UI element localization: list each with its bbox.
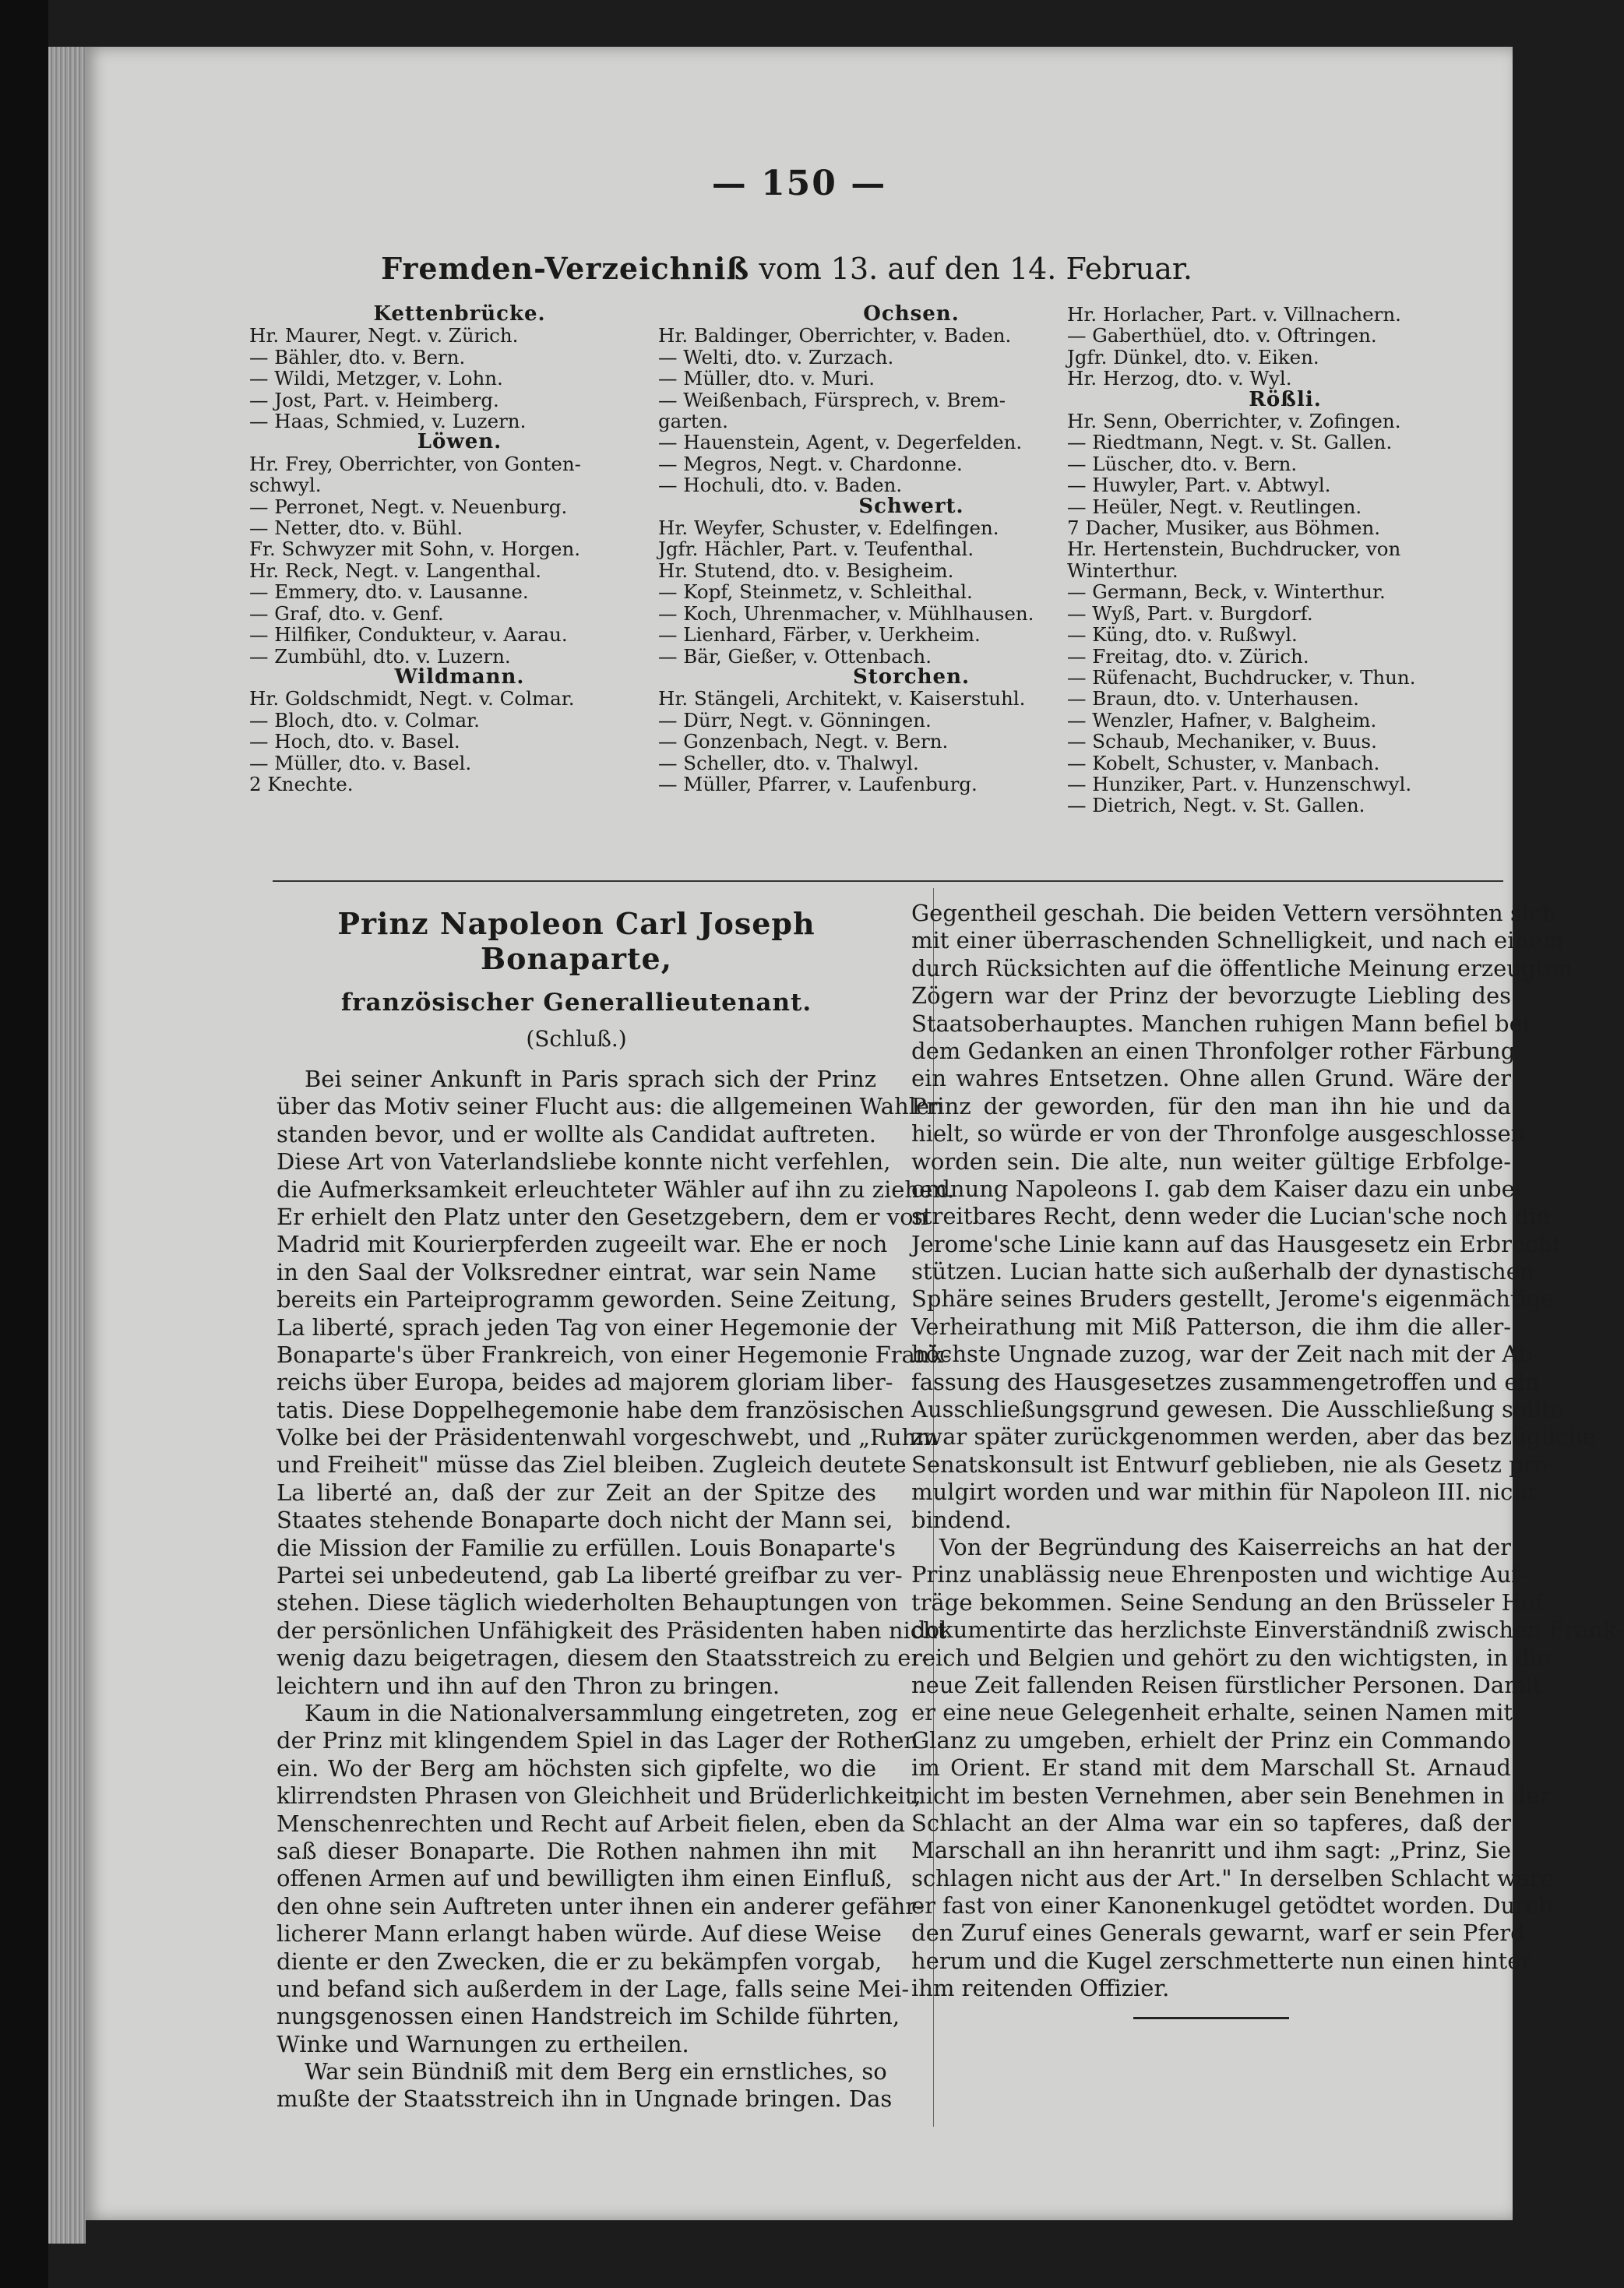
guest-entry: — Küng, dto. v. Rußwyl. bbox=[1067, 623, 1298, 647]
guest-entry: — Schaub, Mechaniker, v. Buus. bbox=[1067, 730, 1377, 753]
section-divider bbox=[273, 880, 1503, 882]
text-line: Bei seiner Ankunft in Paris sprach sich der Prinz bbox=[305, 1066, 876, 1092]
text-line: Menschenrechten und Recht auf Arbeit fielen, eben da bbox=[277, 1810, 906, 1837]
guest-entry: — Lüscher, dto. v. Bern. bbox=[1067, 452, 1298, 475]
text-line: nungsgenossen einen Handstreich im Schilde führten, bbox=[277, 2003, 900, 2030]
text-line: tatis. Diese Doppelhegemonie habe dem französischen bbox=[277, 1396, 904, 1423]
text-line: offenen Armen auf und bewilligten ihm einen Einfluß, bbox=[277, 1865, 893, 1892]
text-line: Sphäre seines Bruders gestellt, Jerome's eigenmächtige bbox=[911, 1285, 1555, 1313]
text-line: stützen. Lucian hatte sich außerhalb der dynastischen bbox=[911, 1258, 1534, 1285]
guest-entry: — Heüler, Negt. v. Reutlingen. bbox=[1067, 495, 1362, 518]
guest-entry: — Gaberthüel, dto. v. Oftringen. bbox=[1067, 324, 1377, 347]
text-line: reichs über Europa, beides ad majorem gloriam liber- bbox=[277, 1369, 893, 1396]
text-line: Er erhielt den Platz unter den Gesetzgebern, dem er von bbox=[277, 1203, 928, 1230]
text-line: er eine neue Gelegenheit erhalte, seinen Namen mit bbox=[911, 1699, 1513, 1726]
text-line: über das Motiv seiner Flucht aus: die allgemeinen Wahlen bbox=[277, 1093, 944, 1120]
text-line: leichtern und ihn auf den Thron zu bringen. bbox=[277, 1672, 780, 1699]
text-line: Staates stehende Bonaparte doch nicht der Mann sei, bbox=[277, 1507, 893, 1534]
guest-entry: — Weißenbach, Fürsprech, v. Brem- bbox=[658, 388, 1006, 411]
guest-entry: — Freitag, dto. v. Zürich. bbox=[1067, 644, 1309, 668]
registry-title bbox=[241, 251, 1332, 286]
text-line: dokumentirte das herzlichste Einverständniß zwischen Frank- bbox=[911, 1616, 1624, 1644]
guest-entry: — Graf, dto. v. Genf. bbox=[249, 601, 444, 625]
guest-entry: — Wyß, Part. v. Burgdorf. bbox=[1067, 601, 1313, 625]
text-line: La liberté an, daß der zur Zeit an der Spitze des bbox=[277, 1479, 876, 1506]
guest-entry: Hr. Frey, Oberrichter, von Gonten- bbox=[249, 452, 581, 475]
text-line: wenig dazu beigetragen, diesem den Staatsstreich zu er- bbox=[277, 1645, 930, 1672]
scan-background bbox=[0, 0, 48, 2288]
guest-entry: — Dietrich, Negt. v. St. Gallen. bbox=[1067, 794, 1365, 817]
guest-entry: — Bähler, dto. v. Bern. bbox=[249, 345, 466, 368]
guest-entry: — Megros, Negt. v. Chardonne. bbox=[658, 452, 963, 475]
guest-entry: Hr. Senn, Oberrichter, v. Zofingen. bbox=[1067, 410, 1401, 433]
guest-entry: — Braun, dto. v. Unterhausen. bbox=[1067, 687, 1359, 710]
article-column-left bbox=[277, 900, 955, 2113]
registry-title-date: vom 13. auf den 14. Februar. bbox=[759, 252, 1192, 286]
article-note: (Schluß.) bbox=[526, 1026, 627, 1052]
text-line: La liberté, sprach jeden Tag von einer Hegemonie der bbox=[277, 1313, 897, 1341]
text-line: bindend. bbox=[911, 1506, 1012, 1533]
text-line: und befand sich außerdem in der Lage, falls seine Mei- bbox=[277, 1975, 910, 2002]
text-line: streitbares Recht, denn weder die Lucian'sche noch die bbox=[911, 1203, 1550, 1230]
text-line: Senatskonsult ist Entwurf geblieben, nie als Gesetz pro- bbox=[911, 1451, 1555, 1478]
guest-entry: Hr. Hertenstein, Buchdrucker, von bbox=[1067, 538, 1401, 561]
text-line: Volke bei der Präsidentenwahl vorgeschwebt, und „Ruhm bbox=[277, 1424, 938, 1451]
guest-entry: Hr. Herzog, dto. v. Wyl. bbox=[1067, 367, 1292, 390]
text-line: und Freiheit" müsse das Ziel bleiben. Zugleich deutete bbox=[277, 1451, 907, 1479]
guest-entry: — Zumbühl, dto. v. Luzern. bbox=[249, 644, 511, 668]
registry-title-main: Fremden-Verzeichniß bbox=[381, 251, 750, 286]
article-right-text bbox=[911, 900, 1624, 2003]
guest-entry: — Emmery, dto. v. Lausanne. bbox=[249, 580, 529, 604]
text-line: Winke und Warnungen zu ertheilen. bbox=[277, 2030, 689, 2057]
guest-entry: — Hoch, dto. v. Basel. bbox=[249, 730, 460, 753]
text-line: durch Rücksichten auf die öffentliche Meinung erzeugten bbox=[911, 954, 1573, 982]
guest-entry: — Haas, Schmied, v. Luzern. bbox=[249, 410, 527, 433]
text-line: fassung des Hausgesetzes zusammengetroffen und ein bbox=[911, 1368, 1540, 1395]
text-line: in den Saal der Volksredner eintrat, war sein Name bbox=[277, 1258, 876, 1285]
hotel-heading: Schwert. bbox=[858, 494, 964, 518]
guest-entry: — Gonzenbach, Negt. v. Bern. bbox=[658, 730, 949, 753]
guest-entry: Hr. Horlacher, Part. v. Villnachern. bbox=[1067, 303, 1401, 326]
guest-entry: 7 Dacher, Musiker, aus Böhmen. bbox=[1067, 516, 1381, 540]
guest-entry: Hr. Stutend, dto. v. Besigheim. bbox=[658, 559, 954, 582]
text-line: Verheirathung mit Miß Patterson, die ihm die aller- bbox=[911, 1313, 1511, 1340]
article-column-right bbox=[911, 900, 1624, 2019]
guest-entry: — Müller, dto. v. Muri. bbox=[658, 367, 875, 390]
text-line: höchste Ungnade zuzog, war der Zeit nach mit der Ab- bbox=[911, 1341, 1541, 1368]
text-line: Staatsoberhauptes. Manchen ruhigen Mann befiel bei bbox=[911, 1010, 1531, 1037]
text-line: Schlacht an der Alma war ein so tapferes, daß der bbox=[911, 1809, 1511, 1836]
text-line: der persönlichen Unfähigkeit des Präsidenten haben nicht bbox=[277, 1616, 947, 1644]
hotel-heading: Rößli. bbox=[1249, 387, 1322, 411]
text-line: reich und Belgien und gehört zu den wichtigsten, in die bbox=[911, 1644, 1551, 1671]
text-line: Glanz zu umgeben, erhielt der Prinz ein Commando bbox=[911, 1726, 1511, 1754]
text-line: bereits ein Parteiprogramm geworden. Seine Zeitung, bbox=[277, 1286, 897, 1313]
text-line: den Zuruf eines Generals gewarnt, warf er sein Pferd bbox=[911, 1920, 1525, 1947]
article-end-rule bbox=[1133, 2017, 1289, 2019]
article-left-text bbox=[277, 1066, 955, 2113]
guest-entry: Jgfr. Dünkel, dto. v. Eiken. bbox=[1067, 345, 1319, 368]
hotel-heading: Wildmann. bbox=[394, 665, 525, 689]
guest-entry: — Rüfenacht, Buchdrucker, v. Thun. bbox=[1067, 665, 1416, 689]
text-line: diente er den Zwecken, die er zu bekämpfen vorgab, bbox=[277, 1948, 882, 1975]
text-line: Von der Begründung des Kaiserreichs an hat der bbox=[939, 1533, 1511, 1560]
text-line: ein wahres Entsetzen. Ohne allen Grund. Wäre der bbox=[911, 1065, 1511, 1092]
hotel-heading: Storchen. bbox=[852, 665, 971, 689]
text-line: im Orient. Er stand mit dem Marschall St. Arnaud bbox=[911, 1754, 1511, 1782]
text-line: mit einer überraschenden Schnelligkeit, und nach einem bbox=[911, 927, 1564, 954]
guest-entry: — Riedtmann, Negt. v. St. Gallen. bbox=[1067, 431, 1393, 454]
text-line: mulgirt worden und war mithin für Napoleon III. nicht bbox=[911, 1479, 1537, 1506]
text-line: stehen. Diese täglich wiederholten Behauptungen von bbox=[277, 1589, 898, 1616]
text-line: saß dieser Bonaparte. Die Rothen nahmen ihn mit bbox=[277, 1837, 876, 1864]
guest-entry: Hr. Stängeli, Architekt, v. Kaiserstuhl. bbox=[658, 687, 1026, 710]
text-line: schlagen nicht aus der Art." In derselben Schlacht wäre bbox=[911, 1864, 1554, 1891]
text-line: herum und die Kugel zerschmetterte nun einen hinter bbox=[911, 1947, 1532, 1974]
text-line: träge bekommen. Seine Sendung an den Brüsseler Hof bbox=[911, 1588, 1544, 1616]
text-line: standen bevor, und er wollte als Candidat auftreten. bbox=[277, 1120, 876, 1148]
text-line: ordnung Napoleons I. gab dem Kaiser dazu ein unbe- bbox=[911, 1175, 1523, 1202]
text-line: Prinz unablässig neue Ehrenposten und wichtige Auf- bbox=[911, 1561, 1527, 1588]
text-line: zwar später zurückgenommen werden, aber das bezügliche bbox=[911, 1423, 1596, 1451]
guest-entry: schwyl. bbox=[249, 474, 322, 497]
guest-entry: — Lienhard, Färber, v. Uerkheim. bbox=[658, 623, 981, 647]
text-line: Diese Art von Vaterlandsliebe konnte nicht verfehlen, bbox=[277, 1148, 891, 1176]
guest-entry: — Wildi, Metzger, v. Lohn. bbox=[249, 367, 503, 390]
guest-entry: Winterthur. bbox=[1067, 559, 1178, 582]
article-title: Prinz Napoleon Carl Joseph Bonaparte, bbox=[337, 906, 816, 976]
newspaper-page bbox=[86, 47, 1624, 2220]
text-line: War sein Bündniß mit dem Berg ein ernstliches, so bbox=[305, 2058, 887, 2085]
guest-entry: Hr. Goldschmidt, Negt. v. Colmar. bbox=[249, 687, 575, 710]
guest-entry: Hr. Reck, Negt. v. Langenthal. bbox=[249, 559, 542, 582]
text-line: die Aufmerksamkeit erleuchteter Wähler auf ihn zu ziehen. bbox=[277, 1176, 955, 1203]
guest-entry: — Müller, Pfarrer, v. Laufenburg. bbox=[658, 772, 978, 795]
text-line: Partei sei unbedeutend, gab La liberté greifbar zu ver- bbox=[277, 1562, 903, 1589]
text-line: ihm reitenden Offizier. bbox=[911, 1975, 1170, 2002]
text-line: den ohne sein Auftreten unter ihnen ein anderer gefähr- bbox=[277, 1892, 924, 1920]
guest-entry: — Germann, Beck, v. Winterthur. bbox=[1067, 580, 1386, 604]
guest-entry: — Hauenstein, Agent, v. Degerfelden. bbox=[658, 431, 1023, 454]
text-line: Gegentheil geschah. Die beiden Vettern versöhnten sich bbox=[911, 900, 1557, 926]
hotel-heading: Löwen. bbox=[417, 430, 502, 454]
guest-entry: — Hunziker, Part. v. Hunzenschwyl. bbox=[1067, 772, 1412, 795]
text-line: Zögern war der Prinz der bevorzugte Liebling des bbox=[911, 982, 1511, 1010]
text-line: worden sein. Die alte, nun weiter gültige Erbfolge- bbox=[911, 1148, 1511, 1175]
book-page-edges bbox=[48, 47, 86, 2244]
text-line: mußte der Staatsstreich ihn in Ungnade bringen. Das bbox=[277, 2085, 893, 2113]
text-line: er fast von einer Kanonenkugel getödtet worden. Durch bbox=[911, 1892, 1553, 1920]
text-line: ein. Wo der Berg am höchsten sich gipfelte, wo die bbox=[277, 1754, 876, 1782]
guest-entry: Hr. Maurer, Negt. v. Zürich. bbox=[249, 324, 519, 347]
text-line: Bonaparte's über Frankreich, von einer Hegemonie Frank- bbox=[277, 1341, 951, 1368]
guest-entry: — Kobelt, Schuster, v. Manbach. bbox=[1067, 751, 1380, 774]
text-line: die Mission der Familie zu erfüllen. Louis Bonaparte's bbox=[277, 1534, 896, 1561]
text-line: Marschall an ihn heranritt und ihm sagt: „Prinz, Sie bbox=[911, 1837, 1511, 1864]
guest-entry: Hr. Baldinger, Oberrichter, v. Baden. bbox=[658, 324, 1012, 347]
text-line: Madrid mit Kourierpferden zugeeilt war. Ehe er noch bbox=[277, 1231, 888, 1258]
guest-entry: — Wenzler, Hafner, v. Balgheim. bbox=[1067, 708, 1377, 732]
text-line: Prinz der geworden, für den man ihn hie und da bbox=[911, 1092, 1511, 1119]
text-line: hielt, so würde er von der Thronfolge ausgeschlossen bbox=[911, 1120, 1526, 1148]
hotel-heading: Kettenbrücke. bbox=[373, 302, 546, 326]
text-line: Ausschließungsgrund gewesen. Die Ausschließung sollte bbox=[911, 1396, 1564, 1423]
guest-entry: — Hilfiker, Condukteur, v. Aarau. bbox=[249, 623, 568, 647]
text-line: Jerome'sche Linie kann auf das Hausgesetz ein Erbrecht bbox=[911, 1230, 1562, 1257]
text-line: Kaum in die Nationalversammlung eingetreten, zog bbox=[305, 1699, 898, 1726]
guest-entry: — Welti, dto. v. Zurzach. bbox=[658, 345, 894, 368]
guest-entry: garten. bbox=[658, 410, 728, 433]
registry-column-3 bbox=[1067, 304, 1503, 816]
guest-entry: Jgfr. Hächler, Part. v. Teufenthal. bbox=[658, 538, 974, 561]
guest-entry: — Scheller, dto. v. Thalwyl. bbox=[658, 751, 919, 774]
guest-entry: — Perronet, Negt. v. Neuenburg. bbox=[249, 495, 568, 518]
guest-entry: — Bär, Gießer, v. Ottenbach. bbox=[658, 644, 932, 668]
guest-entry: — Kopf, Steinmetz, v. Schleithal. bbox=[658, 580, 973, 604]
guest-entry: — Jost, Part. v. Heimberg. bbox=[249, 388, 499, 411]
guest-entry: Hr. Weyfer, Schuster, v. Edelfingen. bbox=[658, 516, 999, 540]
page-number: — 150 — bbox=[711, 164, 887, 203]
guest-entry: — Bloch, dto. v. Colmar. bbox=[249, 708, 480, 732]
text-line: klirrendsten Phrasen von Gleichheit und Brüderlichkeit, bbox=[277, 1782, 921, 1810]
text-line: nicht im besten Vernehmen, aber sein Benehmen in der bbox=[911, 1782, 1551, 1809]
guest-entry: 2 Knechte. bbox=[249, 772, 354, 795]
guest-entry: Fr. Schwyzer mit Sohn, v. Horgen. bbox=[249, 538, 581, 561]
text-line: der Prinz mit klingendem Spiel in das Lager der Rothen bbox=[277, 1727, 919, 1754]
guest-entry: — Huwyler, Part. v. Abtwyl. bbox=[1067, 474, 1331, 497]
guest-entry: — Netter, dto. v. Bühl. bbox=[249, 516, 463, 540]
text-line: dem Gedanken an einen Thronfolger rother Färbung bbox=[911, 1037, 1516, 1064]
guest-entry: — Dürr, Negt. v. Gönningen. bbox=[658, 708, 932, 732]
registry-column-1 bbox=[249, 304, 670, 795]
guest-entry: — Hochuli, dto. v. Baden. bbox=[658, 474, 903, 497]
article-subtitle: französischer Generallieutenant. bbox=[340, 989, 812, 1017]
hotel-heading: Ochsen. bbox=[863, 302, 960, 326]
text-line: licherer Mann erlangt haben würde. Auf diese Weise bbox=[277, 1920, 882, 1948]
text-line: neue Zeit fallenden Reisen fürstlicher Personen. Damit bbox=[911, 1671, 1542, 1698]
guest-entry: — Müller, dto. v. Basel. bbox=[249, 751, 472, 774]
guest-entry: — Koch, Uhrenmacher, v. Mühlhausen. bbox=[658, 601, 1034, 625]
